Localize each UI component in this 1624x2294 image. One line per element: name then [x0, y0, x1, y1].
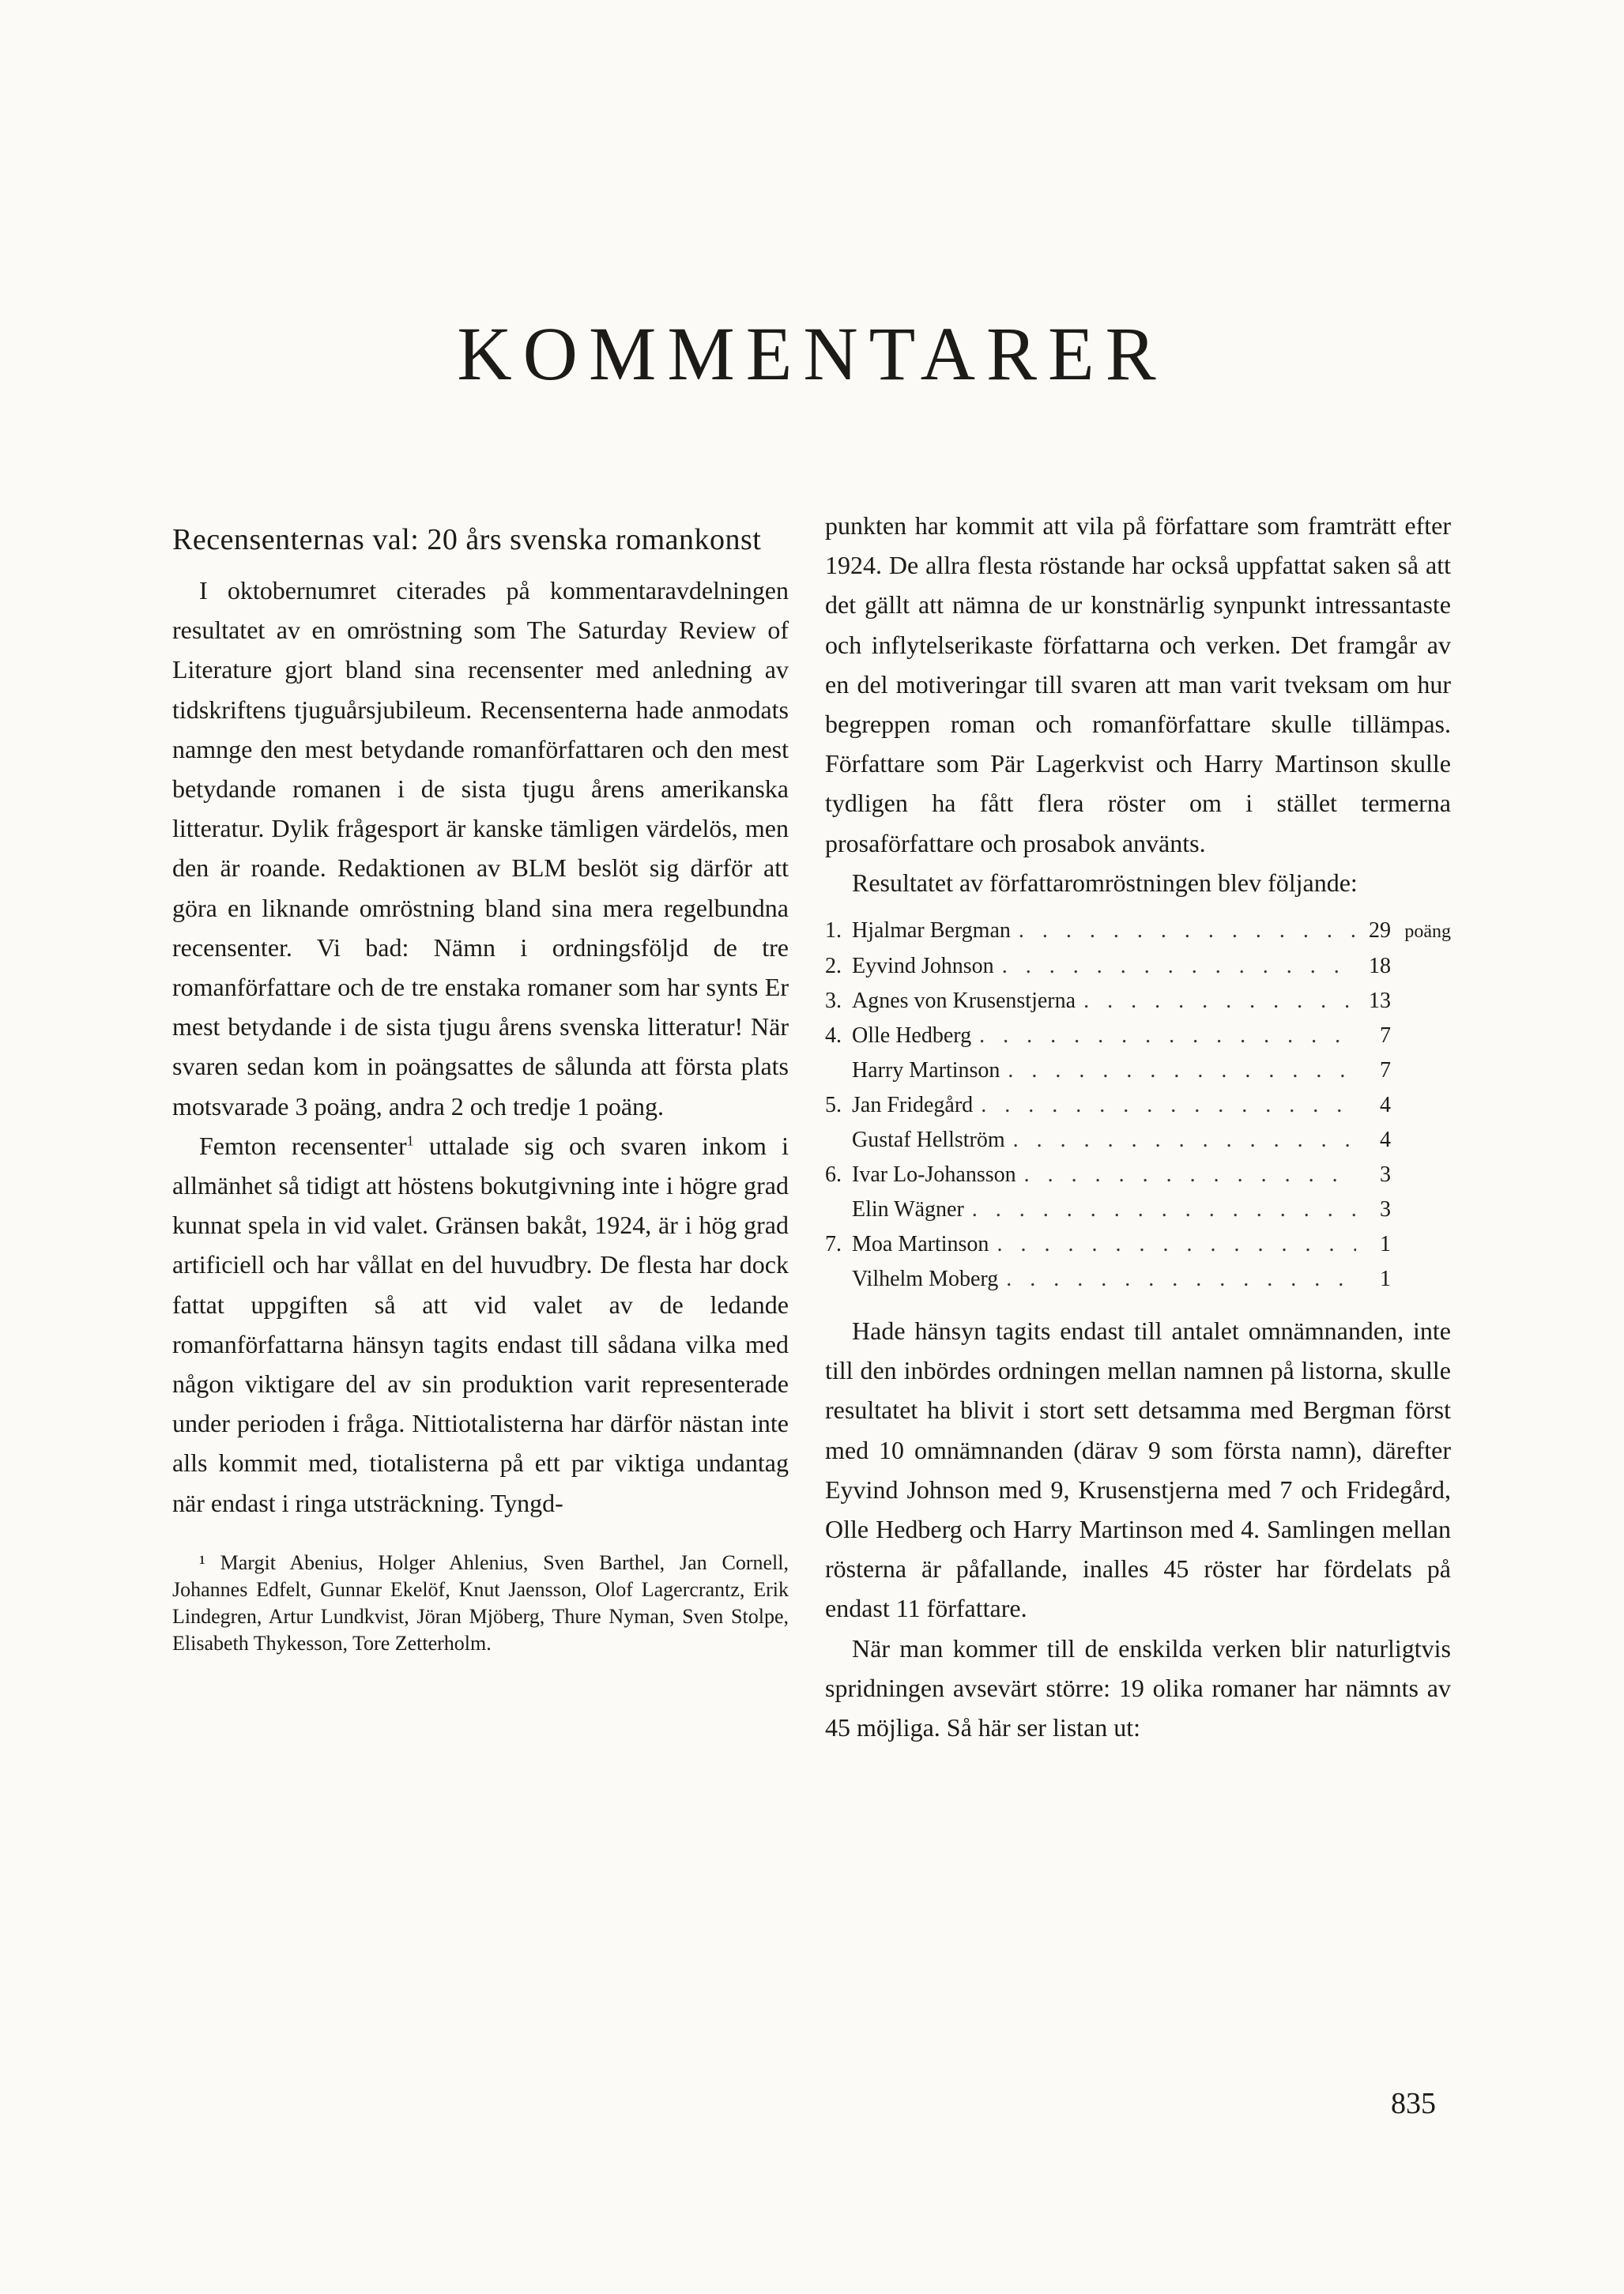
page-number: 835	[1391, 2087, 1436, 2120]
leader-dots	[979, 1019, 1356, 1053]
result-row	[825, 1262, 1451, 1297]
article-title: Recensenternas val: 20 års svenska romankonst	[172, 523, 762, 556]
result-score: 7	[1380, 1023, 1391, 1049]
result-name: Ivar Lo-Johansson	[852, 1162, 1016, 1188]
result-name: Agnes von Krusenstjerna	[852, 989, 1076, 1014]
result-score: 3	[1380, 1162, 1391, 1188]
result-rank: 6.	[825, 1162, 842, 1188]
left-column	[172, 506, 789, 1657]
footnote: ¹ Margit Abenius, Holger Ahlenius, Sven Barthel, Jan Cornell, Johannes Edfelt, Gunnar Ekelöf, Knut Jaensson, Olof Lagercrantz, Erik Lindegren, Artur Lundkvist, Jöran Mjöberg, Thure Nyman, Sven Stolpe, Elisabeth Thykesson, Tore Zetterholm.	[172, 1550, 789, 1655]
result-row	[825, 1088, 1451, 1123]
result-row	[825, 1192, 1451, 1227]
paragraph-respondents-start: Femton recensenter	[199, 1131, 407, 1160]
leader-dots	[981, 1088, 1356, 1123]
page-title: KOMMENTARER	[457, 311, 1167, 396]
result-rank: 3.	[825, 989, 842, 1014]
result-row	[825, 1053, 1451, 1088]
result-score: 1	[1380, 1267, 1391, 1292]
result-score: 1	[1380, 1232, 1391, 1257]
leader-dots	[1008, 1053, 1356, 1088]
result-name: Eyvind Johnson	[852, 954, 994, 979]
paragraph-intro: I oktobernumret citerades på kommentaravdelningen resultatet av en omröstning som The Saturday Review of Literature gjort bland sina recensenter med anledning av tidskriftens tjuguårsjubileum. Recensenterna hade anmodats namnge den mest betydande romanförfattaren och den mest betydande romanen i de sista tjugu årens amerikanska litteratur. Dylik frågesport är kanske tämligen värdelös, men den är roande. Redaktionen av BLM beslöt sig därför att göra en liknande omröstning bland sina mera regelbundna recensenter. Vi bad: Nämn i ordningsföljd de tre romanförfattare och de tre enstaka romaner som har synts Er mest betydande i de sista tjugu årens svenska litteratur! När svaren sedan kom in poängsattes de sålunda att första plats motsvarade 3 poäng, andra 2 och tredje 1 poäng.	[172, 576, 789, 1121]
paragraph-result-intro: Resultatet av författaromröstningen blev följande:	[852, 868, 1358, 897]
paragraph-respondents-rest: uttalade sig och svaren inkom i allmänhet så tidigt att höstens bokutgivning inte i högre grad kunnat spela in vid valet. Gränsen bakåt, 1924, är i hög grad artificiell och har vållat en del huvudbry. De flesta har dock fattat uppgiften så att vid valet av de ledande romanförfattarna hänsyn tagits endast till sådana vilka med någon viktigare del av sin produktion varit representerade under perioden i fråga. Nittiotalisterna har därför nästan inte alls kommit med, tiotalisterna på ett par viktiga undantag när endast i ringa utsträckning. Tyngd-	[172, 1131, 789, 1517]
result-rank: 4.	[825, 1023, 842, 1049]
result-name: Elin Wägner	[852, 1197, 964, 1222]
paragraph-continuation: punkten har kommit att vila på författare som framträtt efter 1924. De allra flesta röstande har också uppfattat saken så att det gällt att nämna de ur konstnärlig synpunkt intressantaste och inflytelserikaste författarna och verken. Det framgår av en del motiveringar till svaren att man varit tveksam om hur begreppen roman och romanförfattare skulle tillämpas. Författare som Pär Lagerkvist och Harry Martinson skulle tydligen ha fått flera röster om i stället termerna prosaförfattare och prosabok använts.	[825, 511, 1451, 857]
paragraph-works: När man kommer till de enskilda verken blir naturligtvis spridningen avsevärt större: 19 olika romaner har nämnts av 45 möjliga. Så här ser listan ut:	[825, 1633, 1451, 1742]
result-score: 4	[1380, 1128, 1391, 1153]
result-name: Gustaf Hellström	[852, 1128, 1005, 1153]
result-name: Hjalmar Bergman	[852, 918, 1011, 944]
leader-dots	[1002, 949, 1356, 984]
result-score: 3	[1380, 1197, 1391, 1222]
footnote-marker: 1	[406, 1132, 414, 1149]
result-rank: 7.	[825, 1232, 842, 1257]
result-name: Harry Martinson	[852, 1058, 1000, 1083]
result-unit: poäng	[1404, 921, 1451, 943]
result-score: 29	[1369, 918, 1391, 944]
paragraph-respondents	[172, 1126, 789, 1523]
right-column	[825, 506, 1451, 1747]
leader-dots	[1013, 1123, 1356, 1158]
result-rank: 5.	[825, 1093, 842, 1118]
result-row	[825, 913, 1451, 949]
result-row	[825, 1158, 1451, 1192]
result-row	[825, 984, 1451, 1019]
result-row	[825, 1019, 1451, 1053]
result-score: 4	[1380, 1093, 1391, 1118]
result-row	[825, 1227, 1451, 1262]
result-name: Jan Fridegård	[852, 1093, 974, 1118]
result-score: 13	[1369, 989, 1391, 1014]
result-row	[825, 949, 1451, 984]
results-list	[825, 913, 1451, 1297]
result-score: 18	[1369, 954, 1391, 979]
leader-dots	[972, 1192, 1356, 1227]
result-row	[825, 1123, 1451, 1158]
leader-dots	[1024, 1158, 1356, 1192]
leader-dots	[1083, 984, 1356, 1019]
result-rank: 2.	[825, 954, 842, 979]
result-name: Vilhelm Moberg	[852, 1267, 999, 1292]
leader-dots	[1006, 1262, 1356, 1297]
result-score: 7	[1380, 1058, 1391, 1083]
paragraph-mentions: Hade hänsyn tagits endast till antalet omnämnanden, inte till den inbördes ordningen mellan namnen på listorna, skulle resultatet ha blivit i stort sett detsamma med Bergman först med 10 omnämnanden (därav 9 som första namn), därefter Eyvind Johnson med 9, Krusenstjerna med 7 och Fridegård, Olle Hedberg och Harry Martinson med 4. Samlingen mellan rösterna är påfallande, inalles 45 röster har fördelats på endast 11 författare.	[825, 1317, 1451, 1623]
result-rank: 1.	[825, 918, 842, 944]
result-name: Moa Martinson	[852, 1232, 989, 1257]
leader-dots	[1019, 913, 1356, 948]
result-name: Olle Hedberg	[852, 1023, 972, 1049]
leader-dots	[997, 1227, 1356, 1262]
